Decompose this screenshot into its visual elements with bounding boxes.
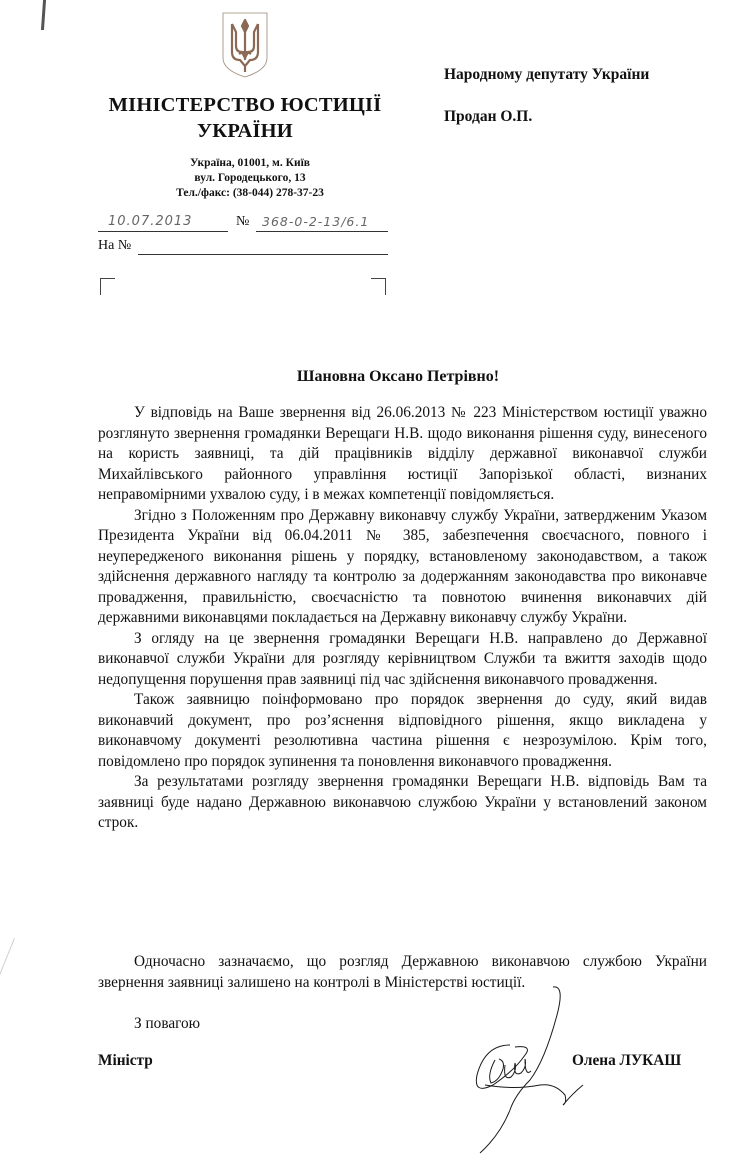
corner-mark-left	[100, 278, 115, 295]
ministry-address	[150, 156, 350, 201]
body-paragraph: Також заявницю поінформовано про порядок звернення до суду, який видав виконавчий документ, про роз’яснення відповідного рішення, якщо викладена у виконавчому документі резолютивна частина рішення є незрозумілою. Крім того, повідомлено про порядок зупинення та поновлення виконавчого провадження.	[98, 691, 707, 770]
closing-paragraph: Одночасно зазначаємо, що розгляд Державною виконавчою службою України звернення заявниці залишено на контролі в Міністерстві юстиції.	[98, 953, 707, 991]
address-phone: Тел./факс: (38-044) 278-37-23	[176, 187, 324, 199]
ministry-name-line1: МІНІСТЕРСТВО ЮСТИЦІЇ	[108, 94, 382, 116]
addressee-title: Народному депутату України	[444, 66, 650, 83]
address-street: вул. Городецького, 13	[194, 172, 306, 184]
signer-name: Олена ЛУКАШ	[572, 1052, 682, 1069]
registration-number: 368-0-2-13/6.1	[256, 214, 388, 232]
body-paragraph: У відповідь на Ваше звернення від 26.06.2013 № 223 Міністерством юстиції уважно розглянуто звернення громадянки Верещаги Н.В. щодо виконання рішення суду, винесеного на користь заявниці, та дій працівників відділу державної виконавчої служби Михайлівського районного управління юстиції Запорізької області, визнаних неправомірними ухвалою суду, і в межах компетенції повідомляється.	[98, 404, 707, 503]
registration-date: 10.07.2013	[98, 214, 228, 232]
letter-body	[98, 403, 707, 834]
ministry-name	[95, 92, 395, 144]
address-city: Україна, 01001, м. Київ	[189, 157, 311, 169]
body-paragraph: З огляду на це звернення громадянки Верещаги Н.В. направлено до Державної виконавчої служби України для розгляду керівництвом Служби та вжиття заходів щодо недопущення порушення прав заявниці під час здійснення виконавчого провадження.	[98, 629, 707, 688]
signature-icon	[455, 985, 590, 1156]
corner-mark-right	[371, 278, 386, 295]
salutation: Шановна Оксано Петрівно!	[296, 368, 500, 385]
ministry-name-line2: УКРАЇНИ	[197, 120, 293, 142]
reference-number-blank	[138, 238, 388, 255]
closing-paragraph-block	[98, 952, 707, 993]
margin-mark-bottom	[0, 938, 15, 1026]
regards: З повагою	[134, 1015, 201, 1032]
body-paragraph: Згідно з Положенням про Державну виконавчу службу України, затвердженим Указом Президента України від 06.04.2011 № 385, забезпечення своєчасного, повного і неупередженого виконання рішень у порядку, встановленому законодавством, а також здійснення державного нагляду та контролю за додержанням законодавства про виконавче провадження, правильністю, своєчасністю та повнотою вчинення виконавчих дій державними виконавцями покладається на Державну виконавчу службу України.	[98, 506, 707, 626]
addressee-name: Продан О.П.	[444, 108, 533, 125]
signer-position: Міністр	[98, 1052, 153, 1069]
margin-mark-top	[41, 0, 46, 30]
registration-number-label: №	[236, 214, 250, 229]
body-paragraph: За результатами розгляду звернення громадянки Верещаги Н.В. відповідь Вам та заявниці буде надано Державною виконавчою службою України у встановлений законом строк.	[98, 773, 707, 831]
reference-label: На №	[98, 238, 132, 253]
registration-row	[98, 214, 390, 234]
coat-of-arms-icon	[220, 10, 270, 80]
reference-row	[98, 238, 390, 258]
